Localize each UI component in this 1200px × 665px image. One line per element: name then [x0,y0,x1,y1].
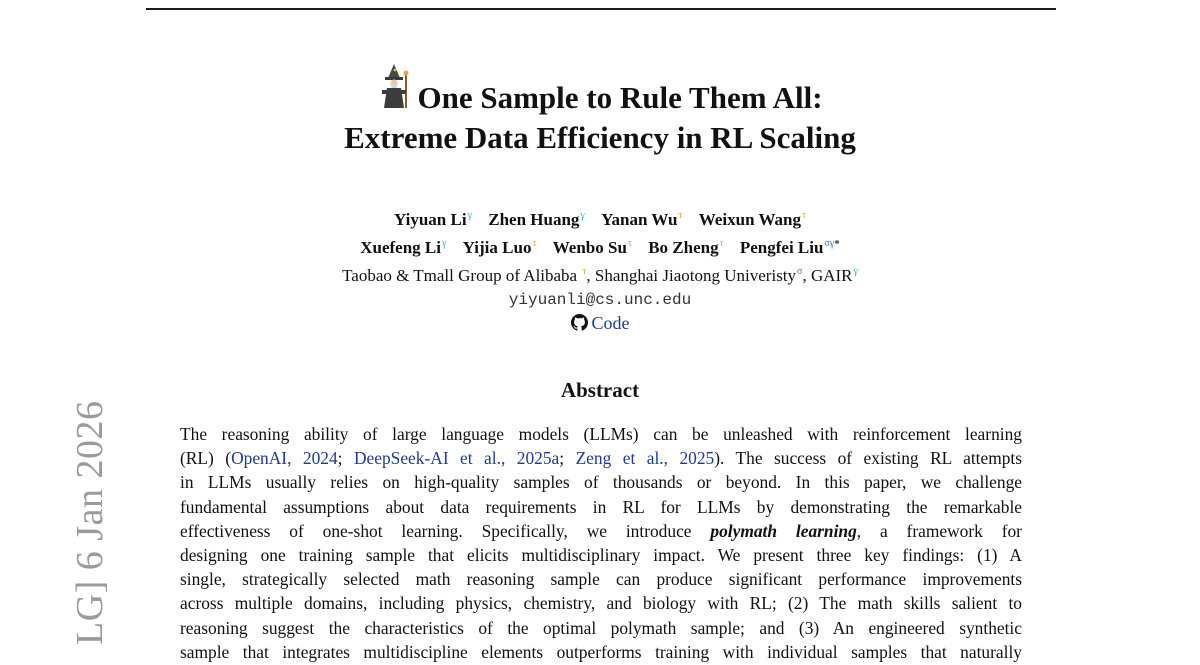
author: Yiyuan Li$^\gamma$ [393,210,472,229]
arxiv-stamp-text: LG] 6 Jan 2026 [69,400,111,645]
author: Bo Zheng$^\tau$ [648,238,724,257]
abstract-line: sample that integrates multidiscipline elements outperforms training with individual samples that naturally [180,641,1022,662]
code-link[interactable] [0,312,1200,334]
author-block [0,204,1200,334]
abstract-line: across multiple domains, including physics, chemistry, and biology with RL; (2) The math skills salient to [180,593,1022,614]
top-rule [146,8,1056,10]
paper-title [0,62,1200,158]
arxiv-stamp [28,400,111,665]
author: Yanan Wu$^\tau$ [601,210,683,229]
author: Weixun Wang$^\tau$ [698,210,807,229]
author-line-2 [0,232,1200,260]
title-line-1 [0,62,1200,118]
citation-link[interactable]: OpenAI, 2024 [231,448,338,469]
abstract-line: designing one training sample that elicits multidisciplinary impact. We present three key findings: (1) A [180,545,1022,566]
abstract-heading: Abstract [560,378,640,402]
abstract-line: in LLMs usually relies on high-quality samples of thousands or beyond. In this paper, we challenge [180,472,1022,493]
citation-link[interactable]: Zeng et al., 2025 [575,448,715,469]
abstract-line: single, strategically selected math reasoning sample can produce significant performance improvements [180,569,1022,590]
author-corresponding: Pengfei Liu$^{\sigma\gamma*}$ [739,238,840,257]
abstract-body [180,422,1022,664]
author-line-1 [0,204,1200,232]
abstract-line: reasoning suggest the characteristics of the optimal polymath sample; and (3) An engineered synthetic [180,617,1022,638]
abstract-line: The reasoning ability of large language models (LLMs) can be unleashed with reinforcement learning [180,424,1022,444]
title-line-2: Extreme Data Efficiency in RL Scaling [344,120,856,155]
github-icon [571,314,588,331]
wizard-icon [377,62,411,112]
author-email: yiyuanli@cs.unc.edu [508,291,692,309]
author: Wenbo Su$^\tau$ [552,238,632,257]
abstract-line: fundamental assumptions about data requirements in RL for LLMs by demonstrating the remarkable [180,496,1022,517]
author: Yijia Luo$^\tau$ [462,238,537,257]
citation-link[interactable]: DeepSeek-AI et al., 2025a [353,448,560,469]
affiliations: Taobao & Tmall Group of Alibaba $^\tau$, Shanghai Jiaotong Univeristy$^\sigma$, GAIR$^\gamma$ [342,266,858,285]
title-text-1: One Sample to Rule Them All: [417,80,823,115]
abstract-line: effectiveness of one-shot learning. Specifically, we introduce polymath learning, a framework for [180,520,1022,541]
emphasis-term: polymath learning [710,520,857,541]
author: Xuefeng Li$^\gamma$ [360,238,447,257]
abstract-line: (RL) (OpenAI, 2024; DeepSeek-AI et al., 2025a; Zeng et al., 2025). The success of existing RL attempts [180,448,1023,469]
author: Zhen Huang$^\gamma$ [488,210,585,229]
code-link-label[interactable]: Code [591,313,630,333]
